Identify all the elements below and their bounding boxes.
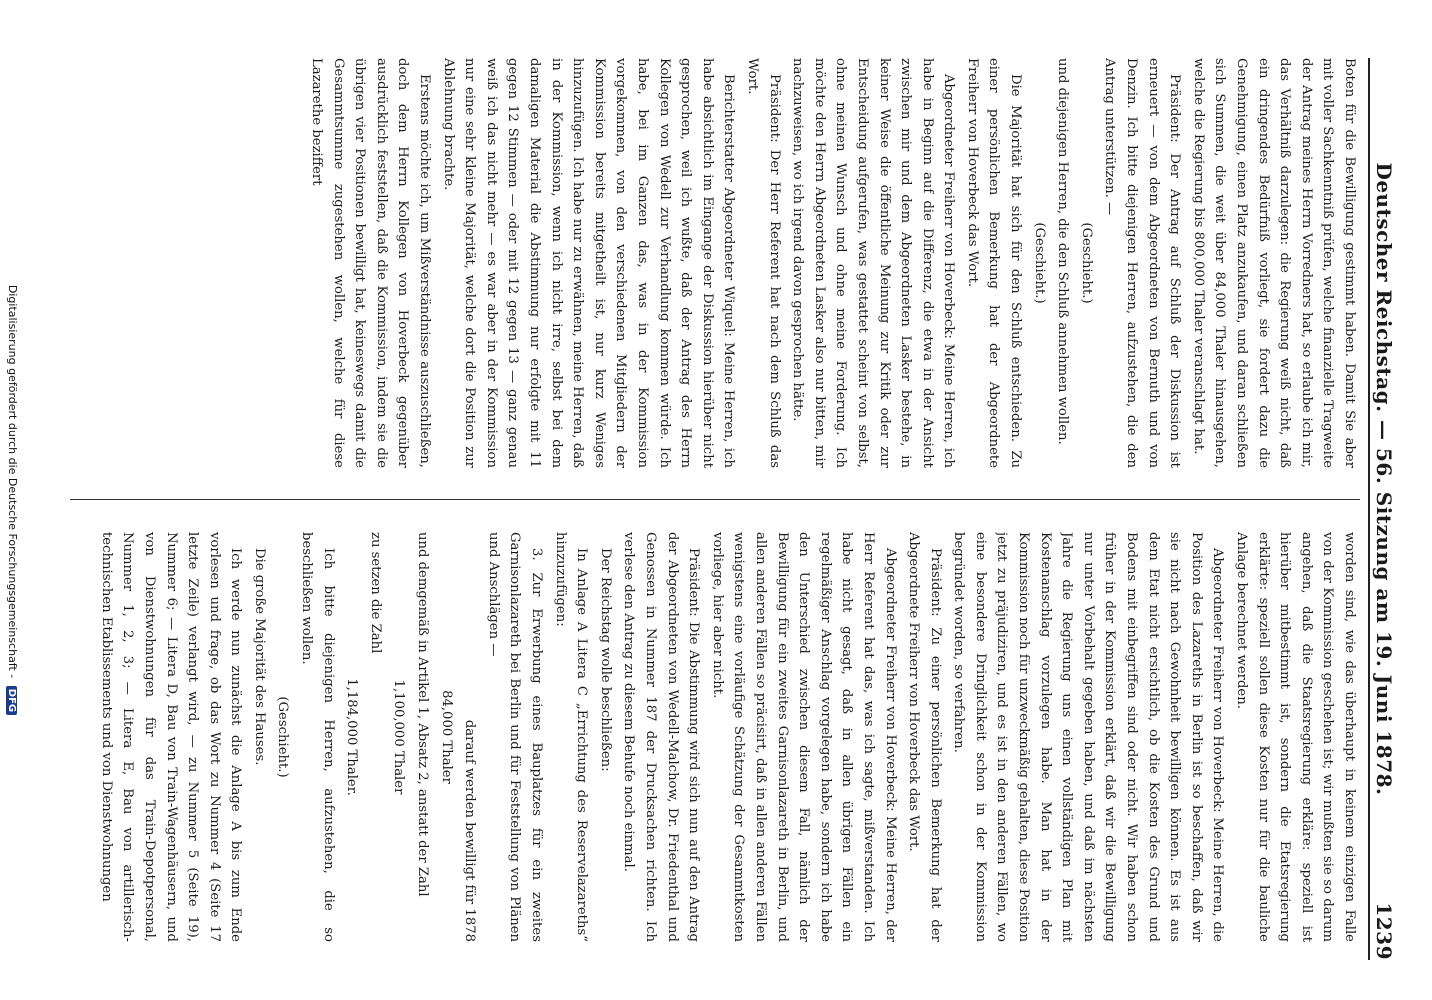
paragraph: Die Majorität hat sich für den Schluß entschieden. Zu einer persönlichen Bemerkung hat der Abgeordnete Freiherr von Hoverbeck das Wort. — [964, 58, 1024, 468]
header-rule — [1368, 58, 1370, 960]
stage-direction: (Geschieht.) — [275, 696, 291, 778]
paragraph: In Anlage A Litera C „Errichtung des Reservelazareths“ hinzuzufügen: — [552, 532, 590, 942]
paragraph: Der Reichstag wolle beschließen: — [597, 548, 613, 772]
paragraph: 3. Zur Erwerbung eines Bauplatzes für ein zweites Garnisonlazareth bei Berlin und für Feststellung von Plänen und Anschlägen — — [485, 532, 545, 942]
paragraph: und demgemäß in Artikel 1, Absatz 2, anstatt der Zahl — [415, 532, 431, 897]
paragraph: Abgeordneter Freiherr von Hoverbeck: Meine Herren, der Herr Referent hat das, was ich sagte, mißverstanden. Ich habe nicht gesagt, daß in allen übrigen Fällen ein regelmäßiger Anschlag vorgelegen habe, sondern ich habe den Unterschied zwischen diesem Fall, nämlich der Bewilligung für ein zweites Garnisonlazareth in Berlin, und allen anderen Fällen so präcisirt, daß in allen anderen Fällen wenigstens eine vorläufige Schätzung der Gesammtkosten vorliege, hier aber nicht. — [709, 532, 898, 942]
paragraph: Erstens möchte ich, um Mißverständnisse auszuschließen, doch dem Herrn Kollegen von Hoverbeck gegenüber ausdrücklich feststellen, daß die Kommission, indem sie die übrigen vier Positionen bewilligt hat, keineswegs damit die Gesammtsumme zugestehen wollen, welche für diese Lazarethe beziffert — [309, 58, 433, 468]
paragraph: Boten für die Bewilligung gestimmt haben. Damit Sie aber mit voller Sachkenntniß prüfen, welche finanzielle Tragweite der Antrag meines Herrn Vorredners hat, so erlaube ich mir, das Verhältniß darzulegen: die Regierung weiß nicht, daß ein dringendes Bedürfniß vorliegt, sie fordert dazu die Genehmigung, einen Platz anzukaufen, und daran schließen sich Summen, die weit über 84,000 Thaler hinausgehen, welche die Regierung bis 800,000 Thaler veranschlagt hat. — [1190, 58, 1357, 468]
left-column — [70, 58, 1360, 468]
column-divider — [70, 499, 1360, 500]
paragraph: Präsident: Der Antrag auf Schluß der Diskussion ist erneuert — von dem Abgeordneten von Bernuth und von Denzin. Ich bitte diejenigen Herren, aufzustehen, die den Antrag unterstützen. — — [1102, 58, 1183, 468]
footer-text: Digitalisierung gefördert durch die Deutsche Forschungsgemeinschaft - — [6, 284, 19, 679]
paragraph: und diejenigen Herren, die den Schluß annehmen wollen. — [1055, 58, 1071, 445]
paragraph: zu setzen die Zahl — [367, 532, 383, 654]
paragraph: Berichterstatter Abgeordneter Wiquel: Meine Herren, ich habe absichtlich im Eingange der Diskussion hierüber nicht gesprochen, weil ich wußte, daß der Antrag des Herrn Kollegen von Wedell zur Verhandlung kommen würde. Ich habe, bei im Ganzen das, was in der Kommission vorgekommen, von den verschiedenen Mitgliedern der Kommission bereits mitgetheilt ist, nur kurz Weniges hinzuzufügen. Ich habe nur zu erwähnen, meine Herren, daß in der Kommission, wenn ich nicht irre, selbst bei dem damaligen Material die Abstimmung nur erfolgte mit 11 gegen 12 Stimmen — oder mit 12 gegen 13 — ganz genau weiß ich das nicht mehr — es war aber in der Kommission nur eine sehr kleine Majorität, welche dort die Position zur Ablehnung brachte. — [440, 58, 737, 468]
right-column — [70, 532, 1360, 942]
amount: 1,184,000 Thaler. — [344, 678, 360, 796]
dfg-logo: DFG — [6, 686, 17, 715]
amount: 84,000 Thaler — [438, 690, 454, 784]
page-header — [1372, 58, 1404, 960]
paragraph: Präsident: Die Abstimmung wird sich nun auf den Antrag der Abgeordneten von Wedell-Malchow, Dr. Friedenthal und Genossen in Nummer 187 der Drucksachen richten. Ich verlese den Antrag zu diesem Behufe noch einmal. — [621, 532, 702, 942]
page-number: 1239 — [1372, 902, 1396, 960]
amount: 1,100,000 Thaler — [391, 679, 407, 795]
paragraph: worden sind, wie das überhaupt in keinem einzigen Falle von der Kommission geschehen ist; wir mußten sie so darum angehen, daß die Staatsregierung erkläre: speziell ist hierüber mitbestimmt ist, sondern die Etatsregierung erklärte: speziell sollen diese Kosten nur für die bauliche Anlage berechnet werden. — [1234, 532, 1357, 942]
paragraph: Abgeordneter Freiherr von Hoverbeck: Meine Herren, ich habe in Beginn auf die Differenz, die etwa in der Ansicht zwischen mir und dem Abgeordneten Lasker bestehe, in keiner Weise die öffentliche Meinung zur Kritik oder zur Entscheidung aufgerufen, was gestattet scheint von selbst, ohne meinen Wunsch und ohne meine Forderung. Ich möchte den Herrn Abgeordneten Lasker also nur bitten, mir nachzuweisen, wo ich irgend davon gesprochen hätte. — [790, 58, 957, 468]
stage-direction: (Geschieht.) — [1031, 222, 1047, 304]
digitization-footer — [6, 0, 19, 1000]
paragraph: Präsident: Der Herr Referent hat nach dem Schluß das Wort. — [744, 58, 782, 468]
paragraph: Präsident: Zu einer persönlichen Bemerkung hat der Abgeordnete Freiherr von Hoverbeck das Wort. — [906, 532, 943, 942]
paragraph: Abgeordneter Freiherr von Hoverbeck: Meine Herren, die Position des Lazareths in Berlin ist so beschaffen, daß wir sie nicht nach Gewohnheit bewilligen können. Es ist aus dem Etat nicht ersichtlich, ob die Kosten des Grund und Bodens mit einbegriffen sind oder nicht. Wir haben schon früher in der Kommission erklärt, daß wir die Bewilligung nur unter Vorbehalt gegeben haben, und daß im nächsten Jahre die Regierung uns einen vollständigen Plan mit Kostenanschlag vorzulegen habe. Man hat in der Kommission noch für unzweckmäßig gehalten, diese Position jetzt zu präjudiziren, und es ist in den anderen Fällen, wo eine besondere Dringlichkeit schon in der Kommission begründet worden, so verfahren. — [951, 532, 1226, 942]
stage-direction: (Geschieht.) — [1078, 222, 1094, 304]
paragraph: Die große Majorität des Hauses. — [251, 548, 267, 766]
paragraph: darauf werden bewilligt für 1878 — [462, 719, 478, 942]
paragraph: Ich werde nun zunächst die Anlage A bis zum Ende vorlesen und frage, ob das Wort zu Nummer 4 (Seite 17 letzte Zeile) verlangt wird, — zu Nummer 5 (Seite 19), Nummer 6; — Litera D, Bau von Train-Wagenhäusern, und von Dienstwohnungen für das Train-Depotpersonal, Nummer 1, 2, 3; — Litera E, Bau von artillerisch-technischen Etablissements und von Dienstwohnungen — [98, 532, 244, 942]
paragraph: Ich bitte diejenigen Herren, aufzustehen, die so beschließen wollen. — [299, 532, 336, 942]
page-title: Deutscher Reichstag. — 56. Sitzung am 19. Juni 1878. — [1372, 162, 1396, 796]
